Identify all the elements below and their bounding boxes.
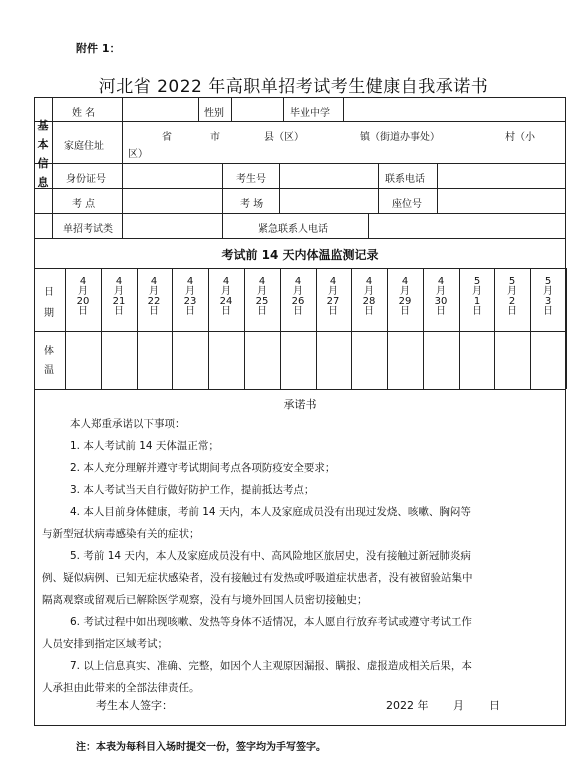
label-gender: 性别 [204,108,224,119]
date-cell-part: 4 [222,276,230,287]
pledge-item-5: 5. 考前 14 天内，本人及家庭成员没有中、高风险地区旅居史，没有接触过新冠肺炎病 [70,550,471,562]
address-province: 省 [162,132,172,143]
row-divider [34,268,566,269]
date-cell [393,277,417,317]
pledge-item-4-cont: 与新型冠状病毒感染有关的症状； [42,528,200,540]
temp-input-cell[interactable] [138,332,172,388]
date-cell-part: 月 [543,286,553,297]
col-divider [437,163,438,213]
date-cell-part: 28 [362,296,376,307]
date-cell-part: 4 [365,276,373,287]
field-gender[interactable] [232,98,282,120]
date-cell-part: 日 [185,306,195,317]
date-year: 2022 年 [386,699,429,712]
date-cell [107,277,131,317]
date-cell-part: 月 [149,286,159,297]
label-name: 姓 名 [72,108,96,119]
label-exam-site: 考 点 [72,199,96,210]
date-cell-part: 日 [114,306,124,317]
date-cell [250,277,274,317]
date-cell-part: 日 [293,306,303,317]
date-cell-part: 日 [149,306,159,317]
col-divider [283,97,284,121]
date-cell-part: 4 [150,276,158,287]
label-seat-no: 座位号 [392,199,422,210]
row-divider [34,213,566,214]
label-phone: 联系电话 [385,174,425,185]
date-cell-part: 27 [326,296,340,307]
pledge-title: 承诺书 [283,398,317,411]
col-divider [368,213,369,238]
date-cell-part: 4 [437,276,445,287]
temp-input-cell[interactable] [173,332,207,388]
temp-input-cell[interactable] [209,332,243,388]
date-cell-part: 月 [400,286,410,297]
date-row-label: 日 期 [44,287,54,319]
label-school: 毕业中学 [290,108,330,119]
date-cell-part: 月 [507,286,517,297]
col-divider [222,163,223,213]
date-cell [357,277,381,317]
pledge-item-5-cont2: 隔离观察或留观后已解除医学观察，没有与境外回国人员密切接触史； [42,594,368,606]
temp-record-heading: 考试前 14 天内体温监测记录 [221,248,379,262]
footnote: 注：本表为每科目入场时提交一份，签字均为手写签字。 [76,742,326,753]
section-label-basic-info: 基 本 信 息 [37,119,49,189]
pledge-item-5-cont1: 例、疑似病例、已知无症状感染者，没有接触过有发热或呼吸道症状患者，没有被留验站集中 [42,572,473,584]
date-cell-part: 月 [328,286,338,297]
date-cell-part: 日 [78,306,88,317]
pledge-item-6-cont: 人员安排到指定区域考试； [42,638,168,650]
temp-col-divider [566,268,567,389]
label-exam-room: 考 场 [240,199,264,210]
date-cell-part: 月 [293,286,303,297]
date-cell-part: 日 [543,306,553,317]
temp-input-cell[interactable] [245,332,279,388]
pledge-item-7: 7. 以上信息真实、准确、完整，如因个人主观原因漏报、瞒报、虚报造成相关后果，本 [70,660,472,672]
address-town: 镇（街道办事处） [360,132,440,143]
col-divider [198,97,199,121]
field-school[interactable] [344,98,564,120]
address-village-end: 区） [128,149,148,160]
date-day: 日 [489,699,500,712]
date-cell-part: 日 [257,306,267,317]
date-cell-part: 5 [473,276,481,287]
pledge-item-6: 6. 考试过程中如出现咳嗽、发热等身体不适情况，本人愿自行放弃考试或遵守考试工作 [70,616,472,628]
date-cell-part: 4 [401,276,409,287]
temp-input-cell[interactable] [495,332,529,388]
date-cell-part: 月 [257,286,267,297]
temp-input-cell[interactable] [460,332,494,388]
date-cell-part: 月 [185,286,195,297]
date-cell-part: 月 [364,286,374,297]
date-cell-part: 29 [398,296,412,307]
pledge-intro: 本人郑重承诺以下事项： [70,418,186,430]
date-cell [71,277,95,317]
date-cell [178,277,202,317]
date-cell-part: 23 [183,296,197,307]
date-cell-part: 2 [508,296,516,307]
pledge-item-4: 4. 本人目前身体健康，考前 14 天内，本人及家庭成员没有出现过发烧、咳嗽、胸闷等 [70,506,471,518]
pledge-item-1: 1. 本人考试前 14 天体温正常； [70,440,219,452]
temp-row-label: 体 温 [44,346,54,376]
date-cell-part: 30 [434,296,448,307]
date-cell-part: 日 [507,306,517,317]
date-cell-part: 21 [112,296,126,307]
date-cell [500,277,524,317]
date-cell-part: 日 [364,306,374,317]
row-divider [34,389,566,390]
date-cell-part: 26 [291,296,305,307]
date-month: 月 [453,699,464,712]
label-emergency-phone: 紧急联系人电话 [258,224,328,235]
temp-input-cell[interactable] [388,332,422,388]
date-cell-part: 4 [294,276,302,287]
date-cell-part: 月 [78,286,88,297]
temp-input-cell[interactable] [102,332,136,388]
date-cell-part: 日 [436,306,446,317]
label-id-card: 身份证号 [66,174,106,185]
date-cell-part: 5 [544,276,552,287]
date-cell-part: 月 [114,286,124,297]
date-cell-part: 日 [328,306,338,317]
date-cell-part: 月 [472,286,482,297]
date-cell-part: 4 [329,276,337,287]
page-title: 河北省 2022 年高职单招考试考生健康自我承诺书 [98,77,489,97]
col-divider [52,97,53,238]
date-cell-part: 4 [186,276,194,287]
row-divider [34,121,566,122]
temp-input-cell[interactable] [352,332,386,388]
col-divider [222,213,223,238]
field-name[interactable] [123,98,197,120]
date-cell-part: 22 [147,296,161,307]
date-cell [429,277,453,317]
label-category: 单招考试类 [63,224,113,235]
row-divider [34,188,566,189]
pledge-item-7-cont: 人承担由此带来的全部法律责任。 [42,682,200,694]
date-cell-part: 日 [221,306,231,317]
date-cell-part: 月 [436,286,446,297]
date-cell-part: 24 [219,296,233,307]
date-cell-part: 3 [544,296,552,307]
label-exam-no: 考生号 [236,174,266,185]
label-address: 家庭住址 [64,141,104,152]
col-divider [122,163,123,238]
temp-input-cell[interactable] [66,332,100,388]
col-divider [378,163,379,213]
date-cell-part: 25 [255,296,269,307]
temp-input-cell[interactable] [317,332,351,388]
date-cell-part: 4 [79,276,87,287]
date-cell-part: 20 [76,296,90,307]
date-cell-part: 4 [258,276,266,287]
col-divider [279,163,280,213]
date-cell-part: 5 [508,276,516,287]
date-cell [142,277,166,317]
date-cell-part: 日 [472,306,482,317]
temp-input-cell[interactable] [281,332,315,388]
address-county: 县（区） [264,132,304,143]
row-divider [34,163,566,164]
date-cell [286,277,310,317]
date-cell-part: 1 [473,296,481,307]
address-village: 村（小 [505,132,535,143]
row-divider [34,238,566,239]
temp-input-cell[interactable] [424,332,458,388]
date-cell-part: 日 [400,306,410,317]
address-city: 市 [210,132,220,143]
date-cell [465,277,489,317]
pledge-item-3: 3. 本人考试当天自行做好防护工作，提前抵达考点； [70,484,315,496]
date-cell-part: 月 [221,286,231,297]
signature-label: 考生本人签字： [96,699,173,712]
attachment-label: 附件 1： [76,42,121,55]
date-cell [321,277,345,317]
date-cell-part: 4 [115,276,123,287]
temp-input-cell[interactable] [531,332,565,388]
date-cell [214,277,238,317]
pledge-item-2: 2. 本人充分理解并遵守考试期间考点各项防疫安全要求； [70,462,336,474]
date-cell [536,277,560,317]
signature-field[interactable] [190,692,360,714]
